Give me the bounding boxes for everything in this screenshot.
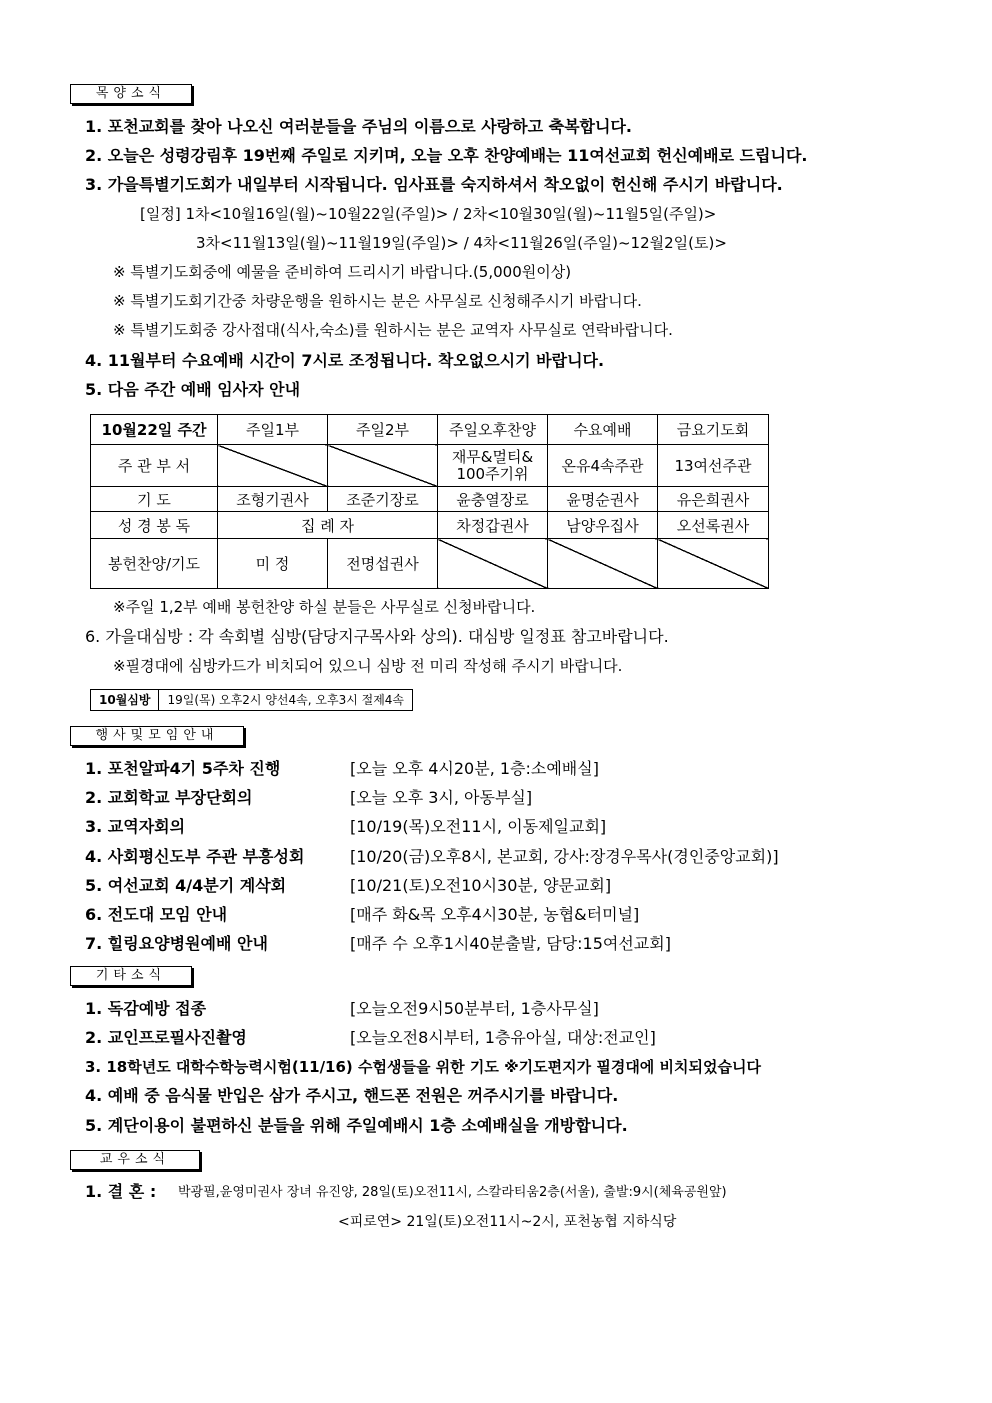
visit-box-title: 10월심방 bbox=[91, 690, 159, 710]
table-cell: 오선록권사 bbox=[658, 512, 769, 539]
event-name: 4. 사회평신도부 주관 부흥성회 bbox=[85, 847, 305, 866]
event-name: 1. 포천알파4기 5주차 진행 bbox=[85, 759, 281, 778]
section-header-other: 기타소식 bbox=[70, 966, 192, 986]
table-note: ※주일 1,2부 예배 봉헌찬양 하실 분들은 사무실로 신청바랍니다. bbox=[113, 598, 536, 616]
empty-cell bbox=[658, 539, 769, 589]
table-header-col2: 주일2부 bbox=[328, 415, 438, 445]
table-cell: 윤명순권사 bbox=[548, 487, 658, 512]
event-name: 5. 여선교회 4/4분기 계삭회 bbox=[85, 876, 287, 895]
empty-cell bbox=[218, 445, 328, 487]
table-cell: 조준기장로 bbox=[328, 487, 438, 512]
table-header-col1: 주일1부 bbox=[218, 415, 328, 445]
visit-box-text: 19일(목) 오후2시 양선4속, 오후3시 절제4속 bbox=[167, 693, 405, 707]
event-detail: [매주 화&목 오후4시30분, 농협&터미널] bbox=[350, 905, 640, 924]
event-detail: [오늘 오후 4시20분, 1층:소예배실] bbox=[350, 759, 599, 778]
other-item-4: 4. 예배 중 음식물 반입은 삼가 주시고, 핸드폰 전원은 꺼주시기를 바랍니다. bbox=[85, 1086, 619, 1105]
event-name: 3. 교역자회의 bbox=[85, 817, 186, 836]
event-name: 2. 교회학교 부장단회의 bbox=[85, 788, 253, 807]
event-detail: [매주 수 오후1시40분출발, 담당:15여선교회] bbox=[350, 934, 671, 953]
wedding-reception: <피로연> 21일(토)오전11시~2시, 포천농협 지하식당 bbox=[338, 1214, 677, 1230]
row-label-scripture: 성 경 봉 독 bbox=[91, 512, 218, 539]
table-cell: 차정갑권사 bbox=[438, 512, 548, 539]
october-visit-box bbox=[90, 689, 413, 711]
worship-duty-table bbox=[90, 414, 769, 589]
table-cell-officiant: 집 례 자 bbox=[218, 512, 438, 539]
other-item-1-name: 1. 독감예방 접종 bbox=[85, 999, 207, 1018]
row-label-department: 주 관 부 서 bbox=[91, 445, 218, 487]
prayer-note-1: ※ 특별기도회중에 예물을 준비하여 드리시기 바랍니다.(5,000원이상) bbox=[113, 263, 572, 281]
empty-cell bbox=[438, 539, 548, 589]
table-header-col4: 수요예배 bbox=[548, 415, 658, 445]
other-item-1-detail: [오늘오전9시50분부터, 1층사무실] bbox=[350, 999, 599, 1018]
event-detail: [10/20(금)오후8시, 본교회, 강사:장경우목사(경인중앙교회)] bbox=[350, 847, 779, 866]
table-cell: 미 정 bbox=[218, 539, 328, 589]
table-cell: 온유4속주관 bbox=[548, 445, 658, 487]
table-header-week: 10월22일 주간 bbox=[91, 415, 218, 445]
other-item-5: 5. 계단이용이 불편하신 분들을 위해 주일예배시 1층 소예배실을 개방합니다. bbox=[85, 1116, 628, 1135]
section-header-events: 행사및모임안내 bbox=[70, 726, 244, 746]
table-cell: 13여선주관 bbox=[658, 445, 769, 487]
prayer-schedule-line-1: [일정] 1차<10월16일(월)~10월22일(주일)> / 2차<10월30일(월)~11월5일(주일)> bbox=[140, 205, 717, 223]
table-cell: 남양우집사 bbox=[548, 512, 658, 539]
event-detail: [오늘 오후 3시, 아동부실] bbox=[350, 788, 533, 807]
row-label-offering: 봉헌찬양/기도 bbox=[91, 539, 218, 589]
prayer-note-3: ※ 특별기도회중 강사접대(식사,숙소)를 원하시는 분은 교역자 사무실로 연락바랍니다. bbox=[113, 321, 673, 339]
table-cell: 윤충열장로 bbox=[438, 487, 548, 512]
empty-cell bbox=[328, 445, 438, 487]
empty-cell bbox=[548, 539, 658, 589]
other-item-3: 3. 18학년도 대학수학능력시험(11/16) 수험생들을 위한 기도 ※기도편지가 필경대에 비치되었습니다 bbox=[85, 1058, 761, 1076]
pastoral-item-4: 4. 11월부터 수요예배 시간이 7시로 조정됩니다. 착오없으시기 바랍니다. bbox=[85, 351, 605, 370]
other-item-2-detail: [오늘오전8시부터, 1층유아실, 대상:전교인] bbox=[350, 1028, 656, 1047]
wedding-text: 박광필,윤영미권사 장녀 유진양, 28일(토)오전11시, 스칼라티움2층(서울), 출발:9시(체육공원앞) bbox=[178, 1185, 727, 1200]
event-name: 6. 전도대 모임 안내 bbox=[85, 905, 228, 924]
row-label-prayer: 기 도 bbox=[91, 487, 218, 512]
table-cell: 조형기권사 bbox=[218, 487, 328, 512]
event-detail: [10/21(토)오전10시30분, 양문교회] bbox=[350, 876, 612, 895]
table-cell: 전명섭권사 bbox=[328, 539, 438, 589]
pastoral-item-5: 5. 다음 주간 예배 임사자 안내 bbox=[85, 380, 301, 399]
table-cell: 재무&멀티& 100주기위 bbox=[438, 445, 548, 487]
event-name: 7. 힐링요양병원예배 안내 bbox=[85, 934, 268, 953]
table-header-col5: 금요기도회 bbox=[658, 415, 769, 445]
pastoral-item-1: 1. 포천교회를 찾아 나오신 여러분들을 주님의 이름으로 사랑하고 축복합니다. bbox=[85, 117, 632, 136]
table-header-col3: 주일오후찬양 bbox=[438, 415, 548, 445]
pastoral-item-3: 3. 가을특별기도회가 내일부터 시작됩니다. 임사표를 숙지하셔서 착오없이 헌신해 주시기 바랍니다. bbox=[85, 175, 783, 194]
prayer-note-2: ※ 특별기도회기간중 차량운행을 원하시는 분은 사무실로 신청해주시기 바랍니다. bbox=[113, 292, 642, 310]
table-cell: 유은희권사 bbox=[658, 487, 769, 512]
pastoral-item-6: 6. 가을대심방 : 각 속회별 심방(담당지구목사와 상의). 대심방 일정표 참고바랍니다. bbox=[85, 627, 669, 646]
other-item-2-name: 2. 교인프로필사진촬영 bbox=[85, 1028, 247, 1047]
visit-card-note: ※필경대에 심방카드가 비치되어 있으니 심방 전 미리 작성해 주시기 바랍니다. bbox=[113, 657, 623, 675]
pastoral-item-2: 2. 오늘은 성령강림후 19번째 주일로 지키며, 오늘 오후 찬양예배는 11여선교회 헌신예배로 드립니다. bbox=[85, 146, 808, 165]
wedding-label: 1. 결 혼 : bbox=[85, 1182, 157, 1201]
prayer-schedule-line-2: 3차<11월13일(월)~11월19일(주일)> / 4차<11월26일(주일)~12월2일(토)> bbox=[196, 234, 727, 252]
event-detail: [10/19(목)오전11시, 이동제일교회] bbox=[350, 817, 607, 836]
section-header-fellowship: 교우소식 bbox=[70, 1150, 200, 1170]
section-header-pastoral: 목양소식 bbox=[70, 84, 192, 104]
